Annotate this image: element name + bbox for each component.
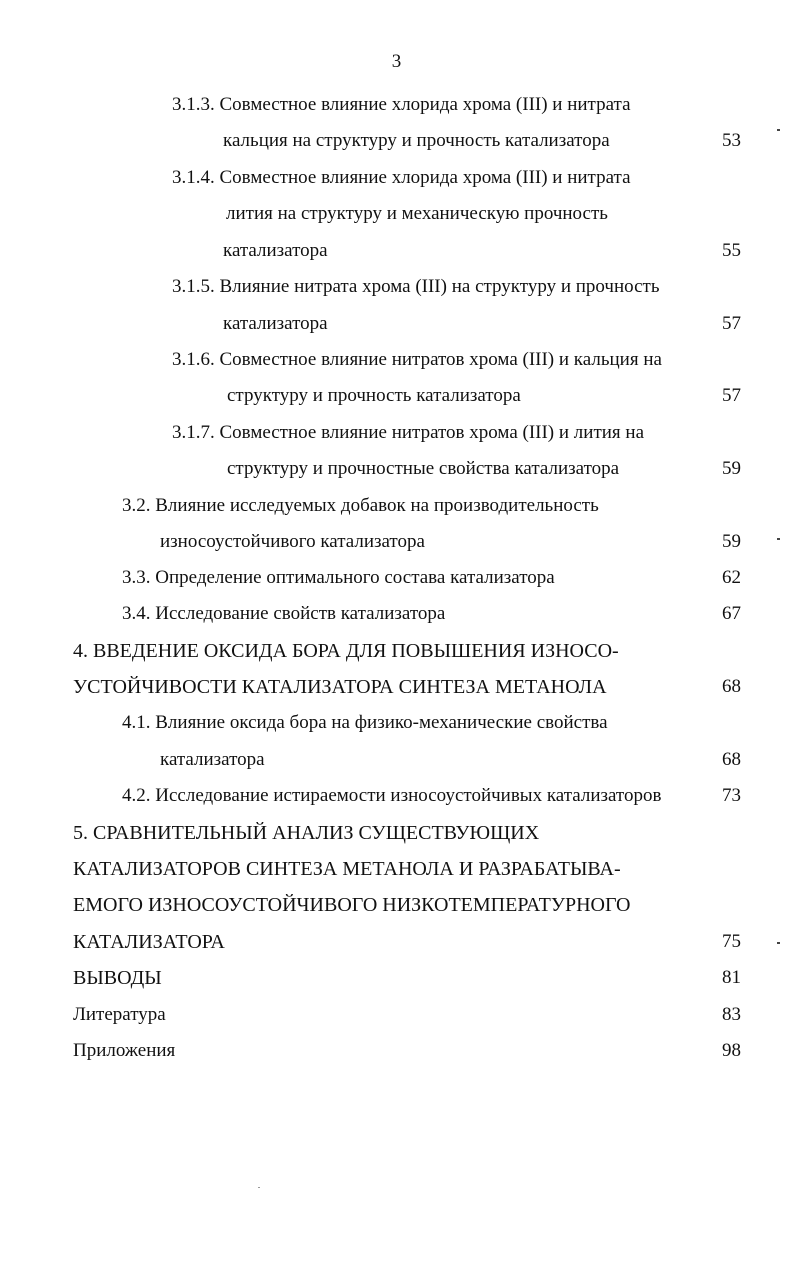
toc-entry-page: 57 — [722, 385, 741, 406]
scan-mark — [777, 129, 780, 131]
toc-entry-title-line: кальция на структуру и прочность катализатора — [223, 130, 610, 151]
toc-entry-page: 55 — [722, 240, 741, 261]
toc-entry-title-line: 3.1.4. Совместное влияние хлорида хрома (III) и нитрата — [172, 167, 631, 188]
toc-entry-title-line: ЕМОГО ИЗНОСОУСТОЙЧИВОГО НИЗКОТЕМПЕРАТУРНОГО — [73, 894, 631, 916]
toc-entry-page: 68 — [722, 676, 741, 697]
scan-mark — [777, 942, 780, 944]
toc-entry-title-line: УСТОЙЧИВОСТИ КАТАЛИЗАТОРА СИНТЕЗА МЕТАНОЛА — [73, 676, 607, 698]
toc-entry-title-line: 3.3. Определение оптимального состава катализатора — [122, 567, 555, 588]
toc-entry-title-line: Приложения — [73, 1040, 176, 1061]
toc-entry-title-line: катализатора — [223, 240, 328, 261]
scan-speck — [258, 1187, 260, 1188]
scan-mark — [777, 538, 780, 540]
toc-entry-title-line: 5. СРАВНИТЕЛЬНЫЙ АНАЛИЗ СУЩЕСТВУЮЩИХ — [73, 822, 540, 844]
page-number: 3 — [391, 51, 402, 72]
toc-entry-page: 57 — [722, 313, 741, 334]
toc-entry-page: 83 — [722, 1004, 741, 1025]
toc-entry-title-line: Литература — [73, 1004, 166, 1025]
toc-entry-page: 62 — [722, 567, 741, 588]
toc-entry-title-line: катализатора — [223, 313, 328, 334]
toc-entry-title-line: структуру и прочностные свойства катализатора — [227, 458, 620, 479]
toc-entry-title-line: 3.1.7. Совместное влияние нитратов хрома (III) и лития на — [172, 422, 645, 443]
toc-entry-title-line: лития на структуру и механическую прочность — [226, 203, 608, 224]
toc-entry-page: 59 — [722, 531, 741, 552]
toc-entry-title-line: катализатора — [160, 749, 265, 770]
toc-entry-title-line: 3.4. Исследование свойств катализатора — [122, 603, 446, 624]
toc-entry-page: 59 — [722, 458, 741, 479]
toc-entry-title-line: 4.1. Влияние оксида бора на физико-механические свойства — [122, 712, 608, 733]
toc-entry-title-line: 4. ВВЕДЕНИЕ ОКСИДА БОРА ДЛЯ ПОВЫШЕНИЯ ИЗНОСО- — [73, 640, 619, 662]
toc-entry-page: 98 — [722, 1040, 741, 1061]
toc-entry-title-line: 3.2. Влияние исследуемых добавок на производительность — [122, 495, 599, 516]
toc-entry-title-line: износоустойчивого катализатора — [160, 531, 425, 552]
toc-entry-title-line: структуру и прочность катализатора — [227, 385, 521, 406]
toc-entry-title-line: ВЫВОДЫ — [73, 967, 162, 989]
toc-entry-title-line: КАТАЛИЗАТОРОВ СИНТЕЗА МЕТАНОЛА И РАЗРАБАТЫВА- — [73, 858, 621, 880]
toc-entry-title-line: 3.1.6. Совместное влияние нитратов хрома (III) и кальция на — [172, 349, 662, 370]
toc-entry-page: 75 — [722, 931, 741, 952]
toc-entry-title-line: 4.2. Исследование истираемости износоустойчивых катализаторов — [122, 785, 662, 806]
toc-entry-page: 81 — [722, 967, 741, 988]
toc-entry-page: 73 — [722, 785, 741, 806]
toc-entry-title-line: 3.1.3. Совместное влияние хлорида хрома (III) и нитрата — [172, 94, 631, 115]
toc-entry-page: 67 — [722, 603, 741, 624]
toc-entry-title-line: 3.1.5. Влияние нитрата хрома (III) на структуру и прочность — [172, 276, 660, 297]
toc-entry-title-line: КАТАЛИЗАТОРА — [73, 931, 225, 953]
toc-entry-page: 68 — [722, 749, 741, 770]
toc-entry-page: 53 — [722, 130, 741, 151]
